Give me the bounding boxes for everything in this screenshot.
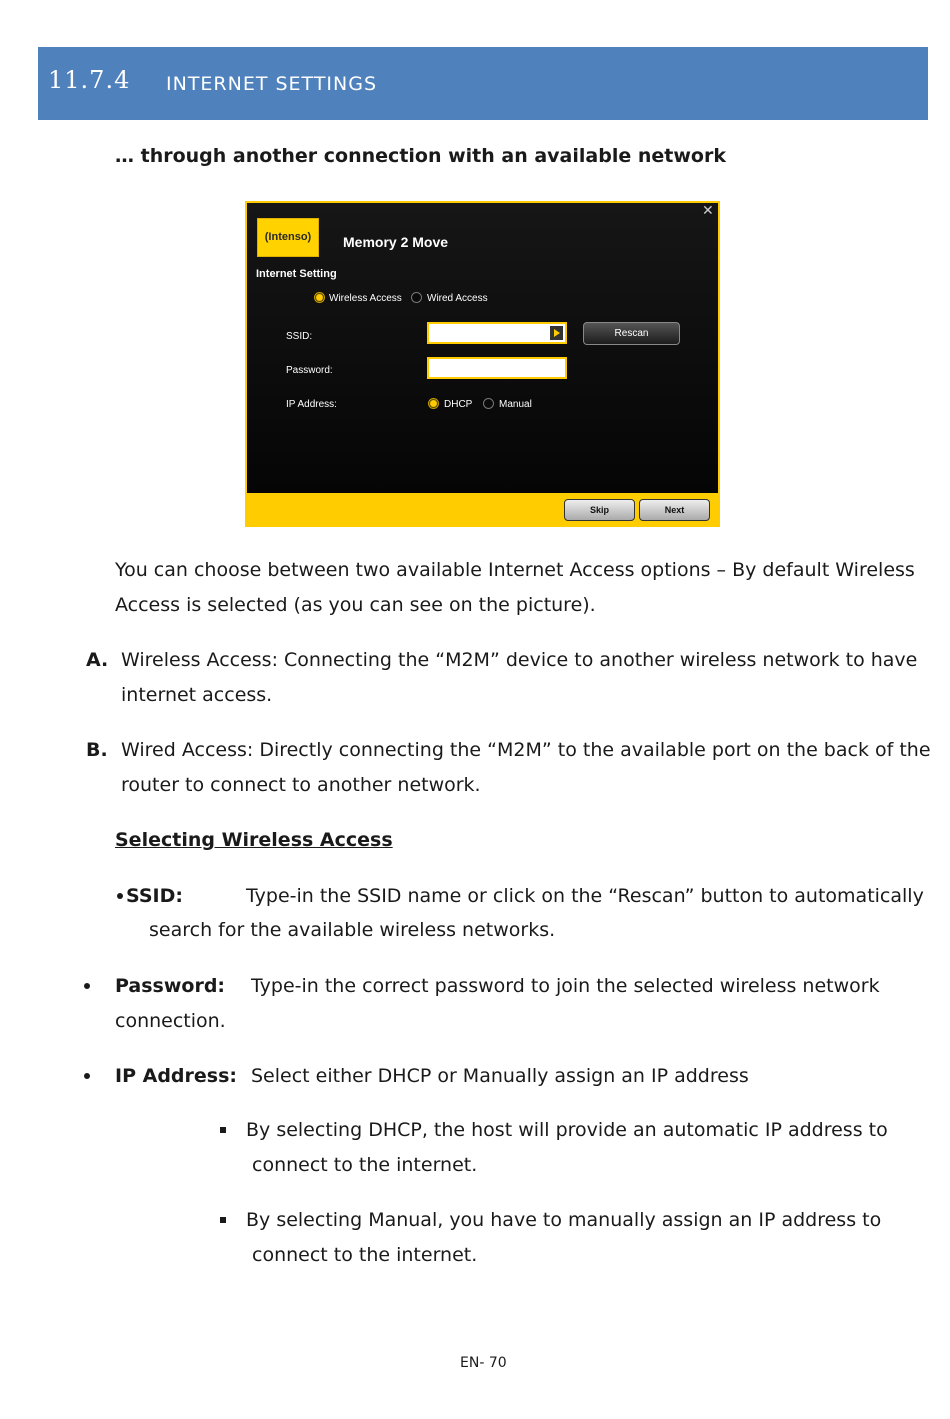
wireless-access-radio[interactable] (314, 292, 325, 303)
ssid-item-text: Type-in the SSID name or click on the “Rescan” button to automatically (246, 885, 924, 907)
ip-address-label: IP Address: (286, 399, 337, 410)
ssid-bullet (117, 893, 123, 899)
dhcp-square-bullet (220, 1127, 226, 1133)
password-item-cont: connection. (115, 1010, 226, 1032)
ssid-item-cont: search for the available wireless networks. (149, 919, 556, 941)
section-title: INTERNET SETTINGS (166, 73, 378, 95)
dhcp-radio[interactable] (428, 398, 439, 409)
app-screenshot (245, 201, 720, 527)
dhcp-label: DHCP (444, 399, 473, 410)
ip-item-text: Select either DHCP or Manually assign an IP address (251, 1065, 749, 1087)
wired-access-radio[interactable] (411, 292, 422, 303)
option-a-marker: A. (86, 649, 109, 671)
manual-sub-line-2: connect to the internet. (252, 1244, 478, 1266)
ssid-dropdown-arrow-icon[interactable] (550, 326, 563, 340)
ssid-item-label: SSID: (126, 885, 183, 907)
manual-label: Manual (499, 399, 532, 410)
intro-line-1: You can choose between two available Internet Access options – By default Wireless (115, 559, 915, 581)
password-input[interactable] (427, 357, 567, 379)
intro-line-2: Access is selected (as you can see on the picture). (115, 594, 596, 616)
dhcp-sub-line-1: By selecting DHCP, the host will provide an automatic IP address to (246, 1119, 888, 1141)
app-window (247, 203, 718, 493)
section-number: 11.7.4 (48, 66, 131, 94)
subheading: … through another connection with an available network (115, 145, 726, 167)
selecting-heading: Selecting Wireless Access (115, 829, 393, 851)
password-item-label: Password: (115, 975, 226, 997)
app-title: Memory 2 Move (343, 234, 449, 250)
wireless-access-label: Wireless Access (329, 293, 402, 304)
page-number: EN- 70 (460, 1355, 507, 1371)
skip-button[interactable]: Skip (564, 499, 635, 521)
dhcp-sub-line-2: connect to the internet. (252, 1154, 478, 1176)
internet-setting-title: Internet Setting (256, 268, 337, 280)
password-bullet (84, 983, 90, 989)
option-a-line-1: Wireless Access: Connecting the “M2M” device to another wireless network to have (121, 649, 918, 671)
next-button[interactable]: Next (639, 499, 710, 521)
password-item-text: Type-in the correct password to join the selected wireless network (251, 975, 880, 997)
ssid-label: SSID: (286, 331, 313, 342)
ip-item-label: IP Address: (115, 1065, 237, 1087)
manual-sub-line-1: By selecting Manual, you have to manually assign an IP address to (246, 1209, 882, 1231)
logo-text: (Intenso) (264, 231, 312, 243)
password-label: Password: (286, 365, 333, 376)
intenso-logo (257, 218, 319, 257)
ip-bullet (84, 1073, 90, 1079)
option-b-line-1: Wired Access: Directly connecting the “M2M” to the available port on the back of the (121, 739, 931, 761)
option-a-line-2: internet access. (121, 684, 273, 706)
wired-access-label: Wired Access (427, 293, 488, 304)
close-icon[interactable]: ✕ (702, 203, 714, 219)
manual-radio[interactable] (483, 398, 494, 409)
rescan-button[interactable]: Rescan (583, 322, 680, 345)
option-b-marker: B. (86, 739, 108, 761)
option-b-line-2: router to connect to another network. (121, 774, 481, 796)
ssid-input[interactable] (427, 322, 567, 344)
manual-square-bullet (220, 1217, 226, 1223)
